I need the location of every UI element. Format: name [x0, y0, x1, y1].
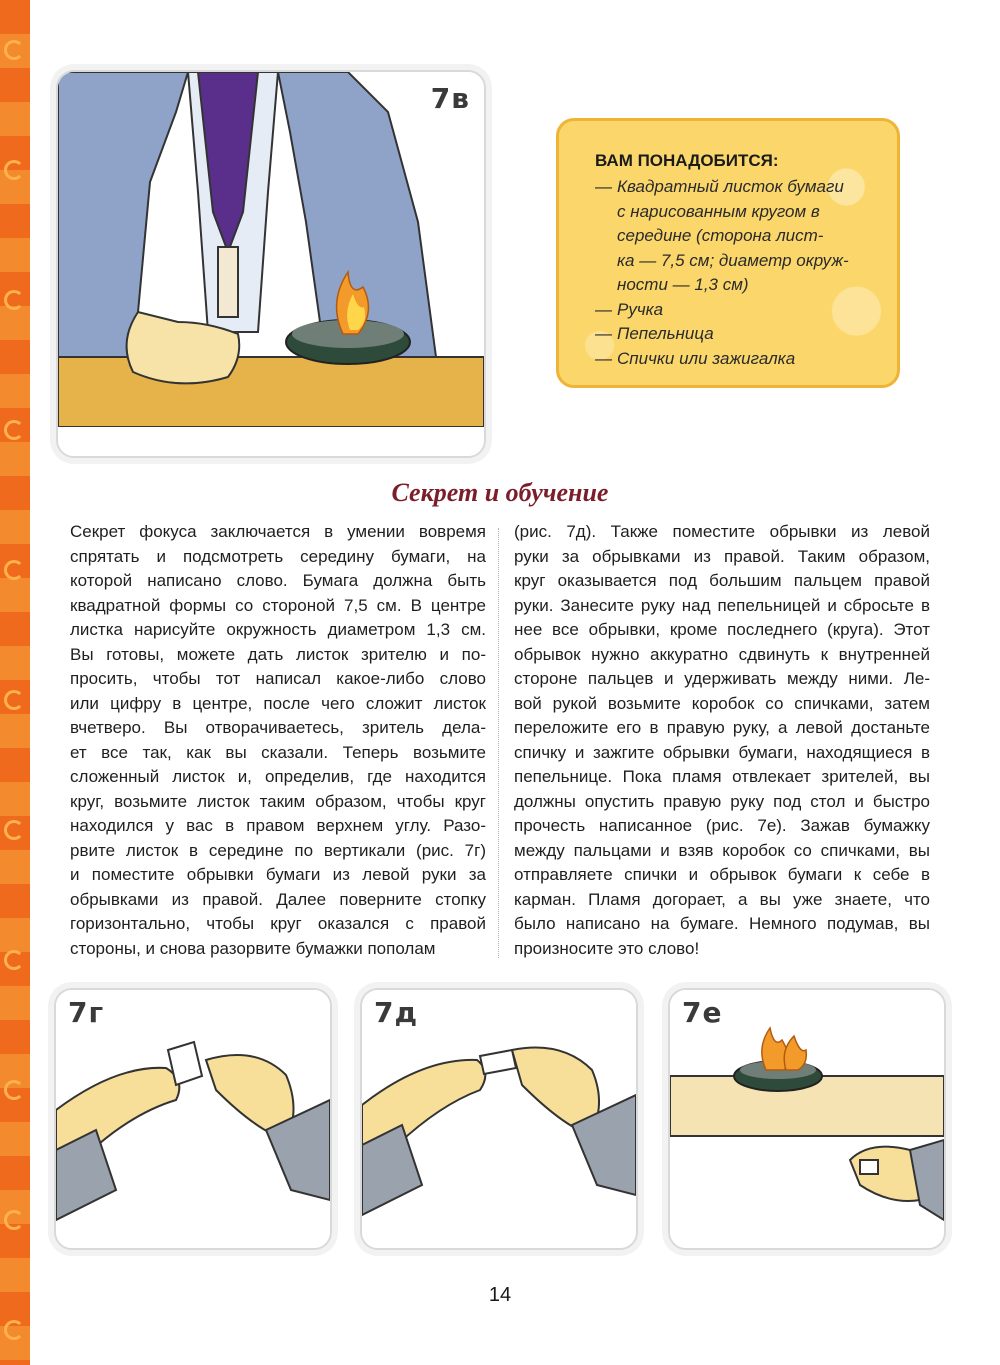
figure-label: 7в — [430, 82, 470, 115]
figure-label: 7е — [682, 996, 723, 1029]
magician-illustration — [58, 72, 484, 456]
body-text-line: ет все так, как вы сказали. Теперь возьмите — [70, 742, 486, 762]
swirl-ornament — [4, 40, 24, 60]
supplies-item — [595, 298, 873, 323]
supplies-item — [595, 175, 873, 298]
body-text-line: нее все обрывки, кроме последнего (круга). Этот — [514, 620, 930, 639]
supplies-item-line: Ручка — [617, 299, 664, 319]
body-text-line: (рис. 7д). Также поместите обрывки из левой — [514, 522, 930, 541]
figure-7v — [56, 70, 486, 458]
body-text-line: и поместите обрывки бумаги из левой руки за — [70, 865, 486, 884]
body-text-line: сложенный листок и, определив, где находится — [70, 767, 486, 786]
swirl-ornament — [4, 420, 24, 440]
body-text-line: Секрет фокуса заключается в умении вовремя — [70, 522, 486, 541]
supplies-list — [595, 175, 873, 371]
body-text-line: круг, возьмите листок таким образом, чтобы круг — [70, 791, 486, 811]
body-text-line: просить, чтобы тот написал какое-либо слово — [70, 669, 486, 688]
supplies-item-line: ка — 7,5 см; диаметр окруж- — [617, 250, 849, 270]
swirl-ornament — [4, 1210, 24, 1230]
list-dash: — — [595, 177, 612, 196]
figure-7d — [360, 988, 638, 1250]
body-text-line: горизонтально, чтобы круг оказался с правой — [70, 914, 486, 933]
figure-label: 7д — [374, 996, 419, 1029]
body-text-line: должны опустить правую руку под стол и быстро — [514, 791, 930, 811]
list-dash: — — [595, 299, 612, 319]
swirl-ornament — [4, 820, 24, 840]
body-text-line: находился у вас в правом верхнем углу. Разо- — [70, 816, 486, 835]
body-text-line: спрятать и подсмотреть середину бумаги, на — [70, 546, 486, 566]
body-text-line: квадратной формы со стороной 7,5 см. В центре — [70, 595, 486, 615]
supplies-item-line: середине (сторона лист- — [617, 226, 824, 245]
page-number: 14 — [488, 1284, 512, 1306]
body-text-line: карман. Пламя догорает, а вы уже знаете, что — [514, 889, 930, 909]
list-dash: — — [595, 324, 612, 343]
body-text-line: листка нарисуйте окружность диаметром 1,3 см. — [70, 620, 486, 639]
body-text-line: произносите это слово! — [514, 938, 700, 958]
decorative-border-strip — [0, 0, 30, 1365]
supplies-item-line: Квадратный листок бумаги — [617, 177, 844, 196]
body-text-line: прочесть написанное (рис. 7е). Зажав бумажку — [514, 816, 930, 835]
supplies-box — [556, 118, 900, 388]
body-text-line: отправляете спички и обрывок бумаги к себе в — [514, 865, 930, 884]
section-title: Секрет и обучение — [391, 478, 609, 507]
supplies-item-line: ности — 1,3 см) — [617, 275, 749, 294]
body-text-line: Вы готовы, можете дать листок зрителю и по- — [70, 644, 486, 664]
figure-label: 7г — [68, 996, 105, 1029]
body-text-line: между пальцами и взяв коробок со спичками, вы — [514, 840, 930, 860]
supplies-item-line: Пепельница — [617, 324, 714, 343]
body-text-line: стороны, и снова разорвите бумажки пополам — [70, 938, 436, 958]
body-text-line: пепельнице. Пока пламя отвлекает зрителей, вы — [514, 767, 930, 786]
body-text-line: руки. Занесите руку над пепельницей и сбросьте в — [514, 595, 930, 615]
body-text-line: было написано на бумаге. Немного подумав, вы — [514, 914, 930, 933]
swirl-ornament — [4, 160, 24, 180]
body-text-line: переложите его в правую руку, а левой достаньте — [514, 718, 930, 737]
swirl-ornament — [4, 950, 24, 970]
list-dash: — — [595, 348, 612, 368]
body-text-line: вчетверо. Вы отворачиваетесь, зритель дела- — [70, 718, 486, 737]
supplies-title: ВАМ ПОНАДОБИТСЯ: — [595, 151, 779, 170]
body-text-line: спичку и зажгите обрывки бумаги, находящиеся в — [514, 742, 930, 762]
figure-7e — [668, 988, 946, 1250]
body-text-line: или цифру в центре, после чего сложит листок — [70, 693, 486, 713]
swirl-ornament — [4, 1080, 24, 1100]
supplies-item — [595, 347, 873, 372]
body-text-line: стороне пальцев и удерживать между ними. Ле- — [514, 669, 930, 688]
supplies-item-line: с нарисованным кругом в — [617, 201, 820, 221]
body-column-right — [514, 520, 930, 961]
body-text-line: руки за обрывками из правой. Таким образом, — [514, 546, 930, 566]
supplies-item-line: Спички или зажигалка — [617, 348, 796, 368]
body-text-line: обрывками из правой. Далее поверните стопку — [70, 889, 486, 909]
swirl-ornament — [4, 690, 24, 710]
body-text-line: которой написано слово. Бумага должна быть — [70, 571, 486, 590]
body-text-line: круг оказывается под большим пальцем правой — [514, 571, 930, 590]
swirl-ornament — [4, 560, 24, 580]
body-column-left — [70, 520, 486, 961]
column-divider — [498, 528, 499, 958]
body-text-line: вой рукой возьмите коробок со спичками, затем — [514, 693, 930, 713]
swirl-ornament — [4, 290, 24, 310]
swirl-ornament — [4, 1320, 24, 1340]
figure-7g — [54, 988, 332, 1250]
supplies-item — [595, 322, 873, 347]
body-text-line: рвите листок в середине по вертикали (рис. 7г) — [70, 840, 486, 860]
body-text-line: обрывок нужно аккуратно сдвинуть к внутренней — [514, 644, 930, 664]
